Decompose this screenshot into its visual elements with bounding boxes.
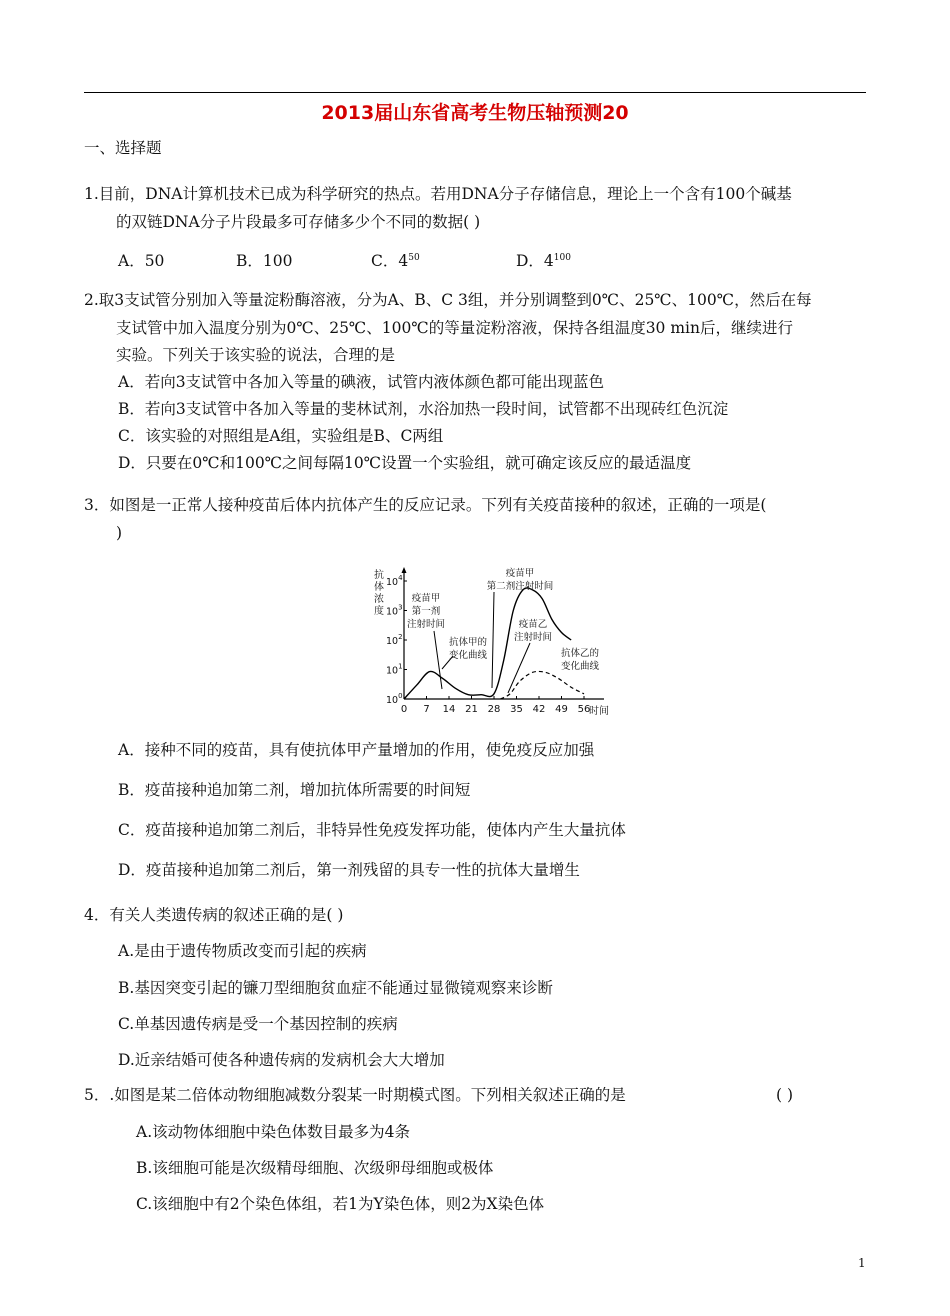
annotation-line: 注射时间 [406, 619, 446, 630]
antibody-b-curve [500, 671, 584, 699]
q2-option-a: A．若向3支试管中各加入等量的碘液，试管内液体颜色都可能出现蓝色 [118, 373, 605, 391]
q3-option-c: C．疫苗接种追加第二剂后，非特异性免疫发挥功能，使体内产生大量抗体 [118, 821, 626, 839]
q1-option-d: D．$4^{100}$ [516, 252, 571, 270]
q1-option-c: C．$4^{50}$ [371, 252, 420, 270]
annotation-line: 疫苗甲 [505, 568, 535, 579]
annotation-line: 疫苗甲 [411, 593, 441, 604]
antibody-chart [366, 563, 616, 718]
q3-option-b: B．疫苗接种追加第二剂，增加抗体所需要的时间短 [118, 781, 471, 799]
y-tick-label: $10^3$ [386, 603, 403, 618]
x-tick-label: 42 [532, 704, 546, 715]
header-rule [84, 92, 866, 93]
q1-option-b: B．100 [236, 252, 293, 270]
annotation-line: 变化曲线 [560, 661, 600, 672]
y-tick-label: $10^1$ [386, 662, 403, 677]
annotation-line: 第一剂 [411, 606, 441, 617]
q2-option-c: C．该实验的对照组是A组，实验组是B、C两组 [118, 427, 444, 445]
y-tick-label: $10^4$ [386, 574, 403, 588]
q3-line2: ) [116, 524, 123, 542]
annotation-antibody-a-curve [449, 636, 488, 661]
q2-option-b: B．若向3支试管中各加入等量的斐林试剂，水浴加热一段时间，试管都不出现砖红色沉淀 [118, 400, 729, 418]
annotation-line: 注射时间 [513, 632, 553, 643]
y-tick-label: $10^2$ [386, 633, 403, 647]
q2-line3: 实验。下列关于该实验的说法，合理的是 [116, 346, 396, 364]
q2-option-d: D．只要在0℃和100℃之间每隔10℃设置一个实验组，就可确定该反应的最适温度 [118, 454, 692, 472]
annotation-vaccine-b [514, 618, 552, 643]
y-label-char: 抗 [374, 570, 384, 581]
q5-option-c: C.该细胞中有2个染色体组，若1为Y染色体，则2为X染色体 [136, 1195, 545, 1213]
x-tick-label: 7 [423, 704, 430, 715]
q4-option-d: D.近亲结婚可使各种遗传病的发病机会大大增加 [118, 1051, 445, 1069]
y-label-char: 体 [374, 582, 384, 593]
annotation-line: 第二剂注射时间 [486, 581, 554, 592]
annotation-vaccine-a-first [407, 592, 445, 630]
q1-line2: 的双链DNA分子片段最多可存储多少个不同的数据( ) [116, 213, 481, 231]
q5-option-b: B.该细胞可能是次级精母细胞、次级卵母细胞或极体 [136, 1159, 494, 1177]
x-tick-label: 35 [510, 704, 523, 715]
page-title: 2013届山东省高考生物压轴预测20 [321, 102, 629, 124]
q3-option-a: A．接种不同的疫苗，具有使抗体甲产量增加的作用，使免疫反应加强 [118, 741, 595, 759]
x-tick-label: 49 [555, 704, 568, 715]
arrow-vaccine-a-first [434, 631, 442, 689]
x-tick-label: 28 [487, 704, 501, 715]
y-axis-arrow [402, 567, 407, 573]
y-label-char: 度 [374, 606, 384, 617]
arrow-vaccine-b [508, 643, 530, 693]
q3-line1: 3．如图是一正常人接种疫苗后体内抗体产生的反应记录。下列有关疫苗接种的叙述，正确的一项是( [84, 496, 767, 514]
y-tick-label: $10^0$ [386, 692, 403, 706]
x-tick-labels [401, 704, 591, 715]
antibody-a-curve [404, 588, 571, 699]
q3-option-d: D．疫苗接种追加第二剂后，第一剂残留的具专一性的抗体大量增生 [118, 861, 580, 879]
x-tick-label: 0 [400, 704, 408, 715]
x-tick-label: 14 [442, 704, 456, 715]
annotation-vaccine-a-second [487, 567, 554, 592]
annotation-antibody-b-curve [561, 647, 600, 672]
annotation-line: 疫苗乙 [518, 619, 548, 630]
page-number: 1 [858, 1256, 866, 1270]
q2-line2: 支试管中加入温度分别为0℃、25℃、100℃的等量淀粉溶液，保持各组温度30 min后，继续进行 [116, 319, 793, 337]
x-tick-label: 56 [577, 704, 591, 715]
section-heading: 一、选择题 [84, 139, 162, 157]
y-tick-labels [386, 574, 403, 706]
q1-line1: 1.目前，DNA计算机技术已成为科学研究的热点。若用DNA分子存储信息，理论上一个含有100个碱基 [84, 185, 792, 203]
q1-option-a: A．50 [118, 252, 165, 270]
y-label-char: 浓 [374, 594, 384, 605]
q5-line1: 5．.如图是某二倍体动物细胞减数分裂某一时期模式图。下列相关叙述正确的是 [84, 1086, 626, 1104]
x-axis-label: 时间 [589, 706, 609, 717]
q5-option-a: A.该动物体细胞中染色体数目最多为4条 [136, 1123, 410, 1141]
q4-line1: 4．有关人类遗传病的叙述正确的是( ) [84, 906, 344, 924]
q4-option-b: B.基因突变引起的镰刀型细胞贫血症不能通过显微镜观察来诊断 [118, 979, 553, 997]
x-tick-label: 21 [465, 704, 478, 715]
q2-line1: 2.取3支试管分别加入等量淀粉酶溶液，分为A、B、C 3组，并分别调整到0℃、25℃、100℃，然后在每 [84, 291, 812, 309]
arrow-vaccine-a-second [492, 592, 494, 688]
annotation-line: 变化曲线 [448, 650, 488, 661]
q4-option-a: A.是由于遗传物质改变而引起的疾病 [118, 942, 367, 960]
annotation-line: 抗体甲的 [448, 637, 488, 648]
q5-answer-paren: ( ) [776, 1086, 794, 1104]
q4-option-c: C.单基因遗传病是受一个基因控制的疾病 [118, 1015, 398, 1033]
annotation-line: 抗体乙的 [560, 648, 600, 659]
y-axis-label [374, 568, 384, 617]
